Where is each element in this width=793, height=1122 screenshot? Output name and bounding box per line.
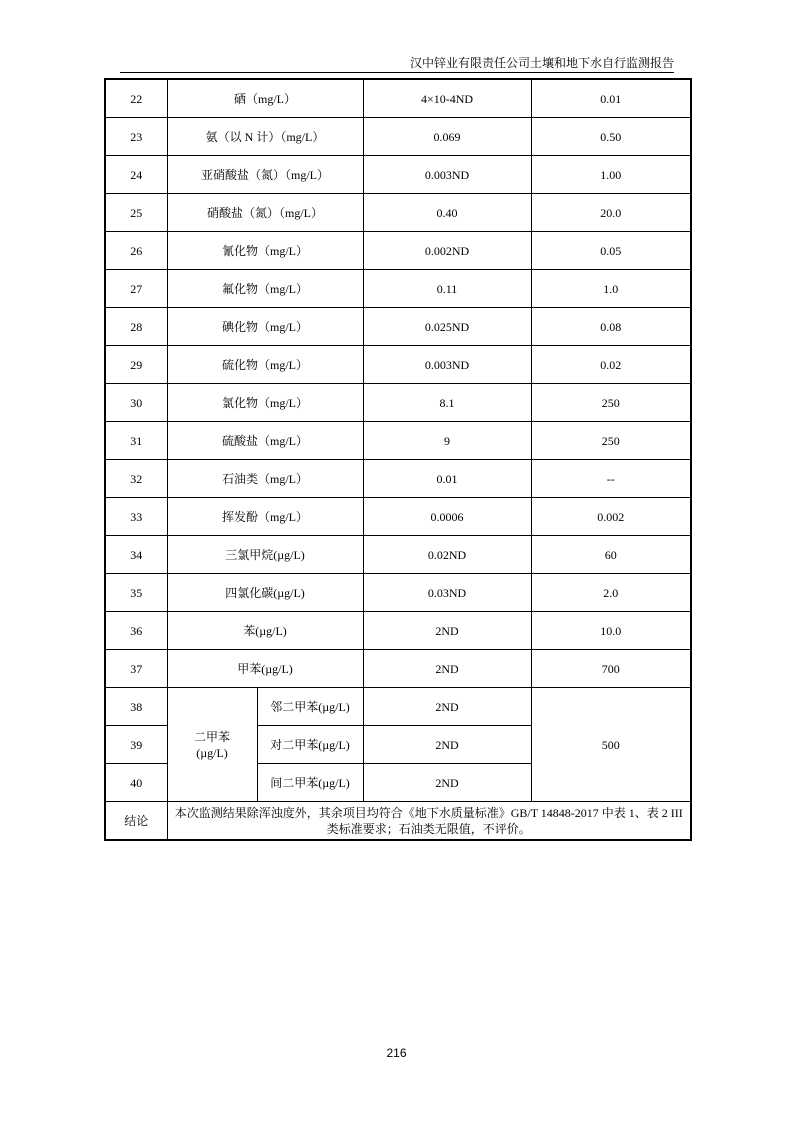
limit-value: 10.0 [531,612,691,650]
row-number: 29 [105,346,167,384]
item-name: 硫酸盐（mg/L） [167,422,363,460]
report-header-title: 汉中锌业有限责任公司土壤和地下水自行监测报告 [409,56,674,70]
item-name: 氟化物（mg/L） [167,270,363,308]
table-row [105,498,691,536]
item-name: 对二甲苯(µg/L) [257,726,363,764]
item-name: 氰化物（mg/L） [167,232,363,270]
table-row [105,308,691,346]
limit-value: 250 [531,422,691,460]
row-number: 25 [105,194,167,232]
row-number: 36 [105,612,167,650]
row-number: 22 [105,79,167,118]
row-number: 37 [105,650,167,688]
result-value: 0.0006 [363,498,531,536]
conclusion-text: 本次监测结果除浑浊度外，其余项目均符合《地下水质量标准》GB/T 14848-2017 中表 1、表 2 III 类标准要求；石油类无限值，不评价。 [167,802,691,841]
result-value: 0.025ND [363,308,531,346]
table-row [105,346,691,384]
item-name: 硝酸盐（氮）（mg/L） [167,194,363,232]
row-number: 28 [105,308,167,346]
result-value: 0.003ND [363,346,531,384]
item-name: 挥发酚（mg/L） [167,498,363,536]
conclusion-label: 结论 [105,802,167,841]
limit-value: 0.08 [531,308,691,346]
item-name: 苯(µg/L) [167,612,363,650]
header-divider [120,72,674,73]
item-name: 氯化物（mg/L） [167,384,363,422]
table-row [105,422,691,460]
limit-value: 60 [531,536,691,574]
row-number: 33 [105,498,167,536]
row-number: 38 [105,688,167,726]
result-value: 0.11 [363,270,531,308]
table-row [105,118,691,156]
table-row [105,612,691,650]
item-name: 硒（mg/L） [167,79,363,118]
row-number: 26 [105,232,167,270]
result-value: 2ND [363,764,531,802]
table-row [105,232,691,270]
limit-value: 700 [531,650,691,688]
item-name: 石油类（mg/L） [167,460,363,498]
item-name: 碘化物（mg/L） [167,308,363,346]
result-value: 0.40 [363,194,531,232]
result-value: 8.1 [363,384,531,422]
result-value: 0.03ND [363,574,531,612]
row-number: 32 [105,460,167,498]
limit-value: 250 [531,384,691,422]
item-name: 邻二甲苯(µg/L) [257,688,363,726]
result-value: 2ND [363,688,531,726]
limit-value: 1.0 [531,270,691,308]
row-number: 34 [105,536,167,574]
result-value: 2ND [363,612,531,650]
conclusion-row [105,802,691,841]
groundwater-results-table [104,78,692,841]
result-value: 2ND [363,726,531,764]
item-name: 硫化物（mg/L） [167,346,363,384]
table-row [105,688,691,726]
table-row [105,536,691,574]
result-value: 9 [363,422,531,460]
result-value: 4×10-4ND [363,79,531,118]
limit-value: 0.50 [531,118,691,156]
xylene-group-name: 二甲苯 [193,729,230,744]
limit-value: 0.05 [531,232,691,270]
row-number: 40 [105,764,167,802]
limit-value: -- [531,460,691,498]
xylene-limit-value: 500 [531,688,691,802]
limit-value: 0.01 [531,79,691,118]
limit-value: 20.0 [531,194,691,232]
row-number: 23 [105,118,167,156]
limit-value: 0.002 [531,498,691,536]
item-name: 间二甲苯(µg/L) [257,764,363,802]
table-row [105,650,691,688]
limit-value: 2.0 [531,574,691,612]
limit-value: 0.02 [531,346,691,384]
table-row [105,79,691,118]
page-number: 216 [386,1046,407,1060]
item-name: 氨（以 N 计）（mg/L） [167,118,363,156]
row-number: 35 [105,574,167,612]
row-number: 24 [105,156,167,194]
result-value: 0.003ND [363,156,531,194]
result-value: 0.01 [363,460,531,498]
result-value: 0.002ND [363,232,531,270]
table-row [105,156,691,194]
table-row [105,384,691,422]
result-value: 2ND [363,650,531,688]
item-name: 四氯化碳(µg/L) [167,574,363,612]
row-number: 27 [105,270,167,308]
row-number: 31 [105,422,167,460]
table-row [105,460,691,498]
row-number: 30 [105,384,167,422]
item-name: 亚硝酸盐（氮）（mg/L） [167,156,363,194]
result-value: 0.069 [363,118,531,156]
item-name: 甲苯(µg/L) [167,650,363,688]
xylene-group-unit: (µg/L) [196,745,228,760]
row-number: 39 [105,726,167,764]
item-name: 三氯甲烷(µg/L) [167,536,363,574]
xylene-group-label [167,688,257,802]
limit-value: 1.00 [531,156,691,194]
table-row [105,194,691,232]
result-value: 0.02ND [363,536,531,574]
table-row [105,574,691,612]
table-row [105,270,691,308]
